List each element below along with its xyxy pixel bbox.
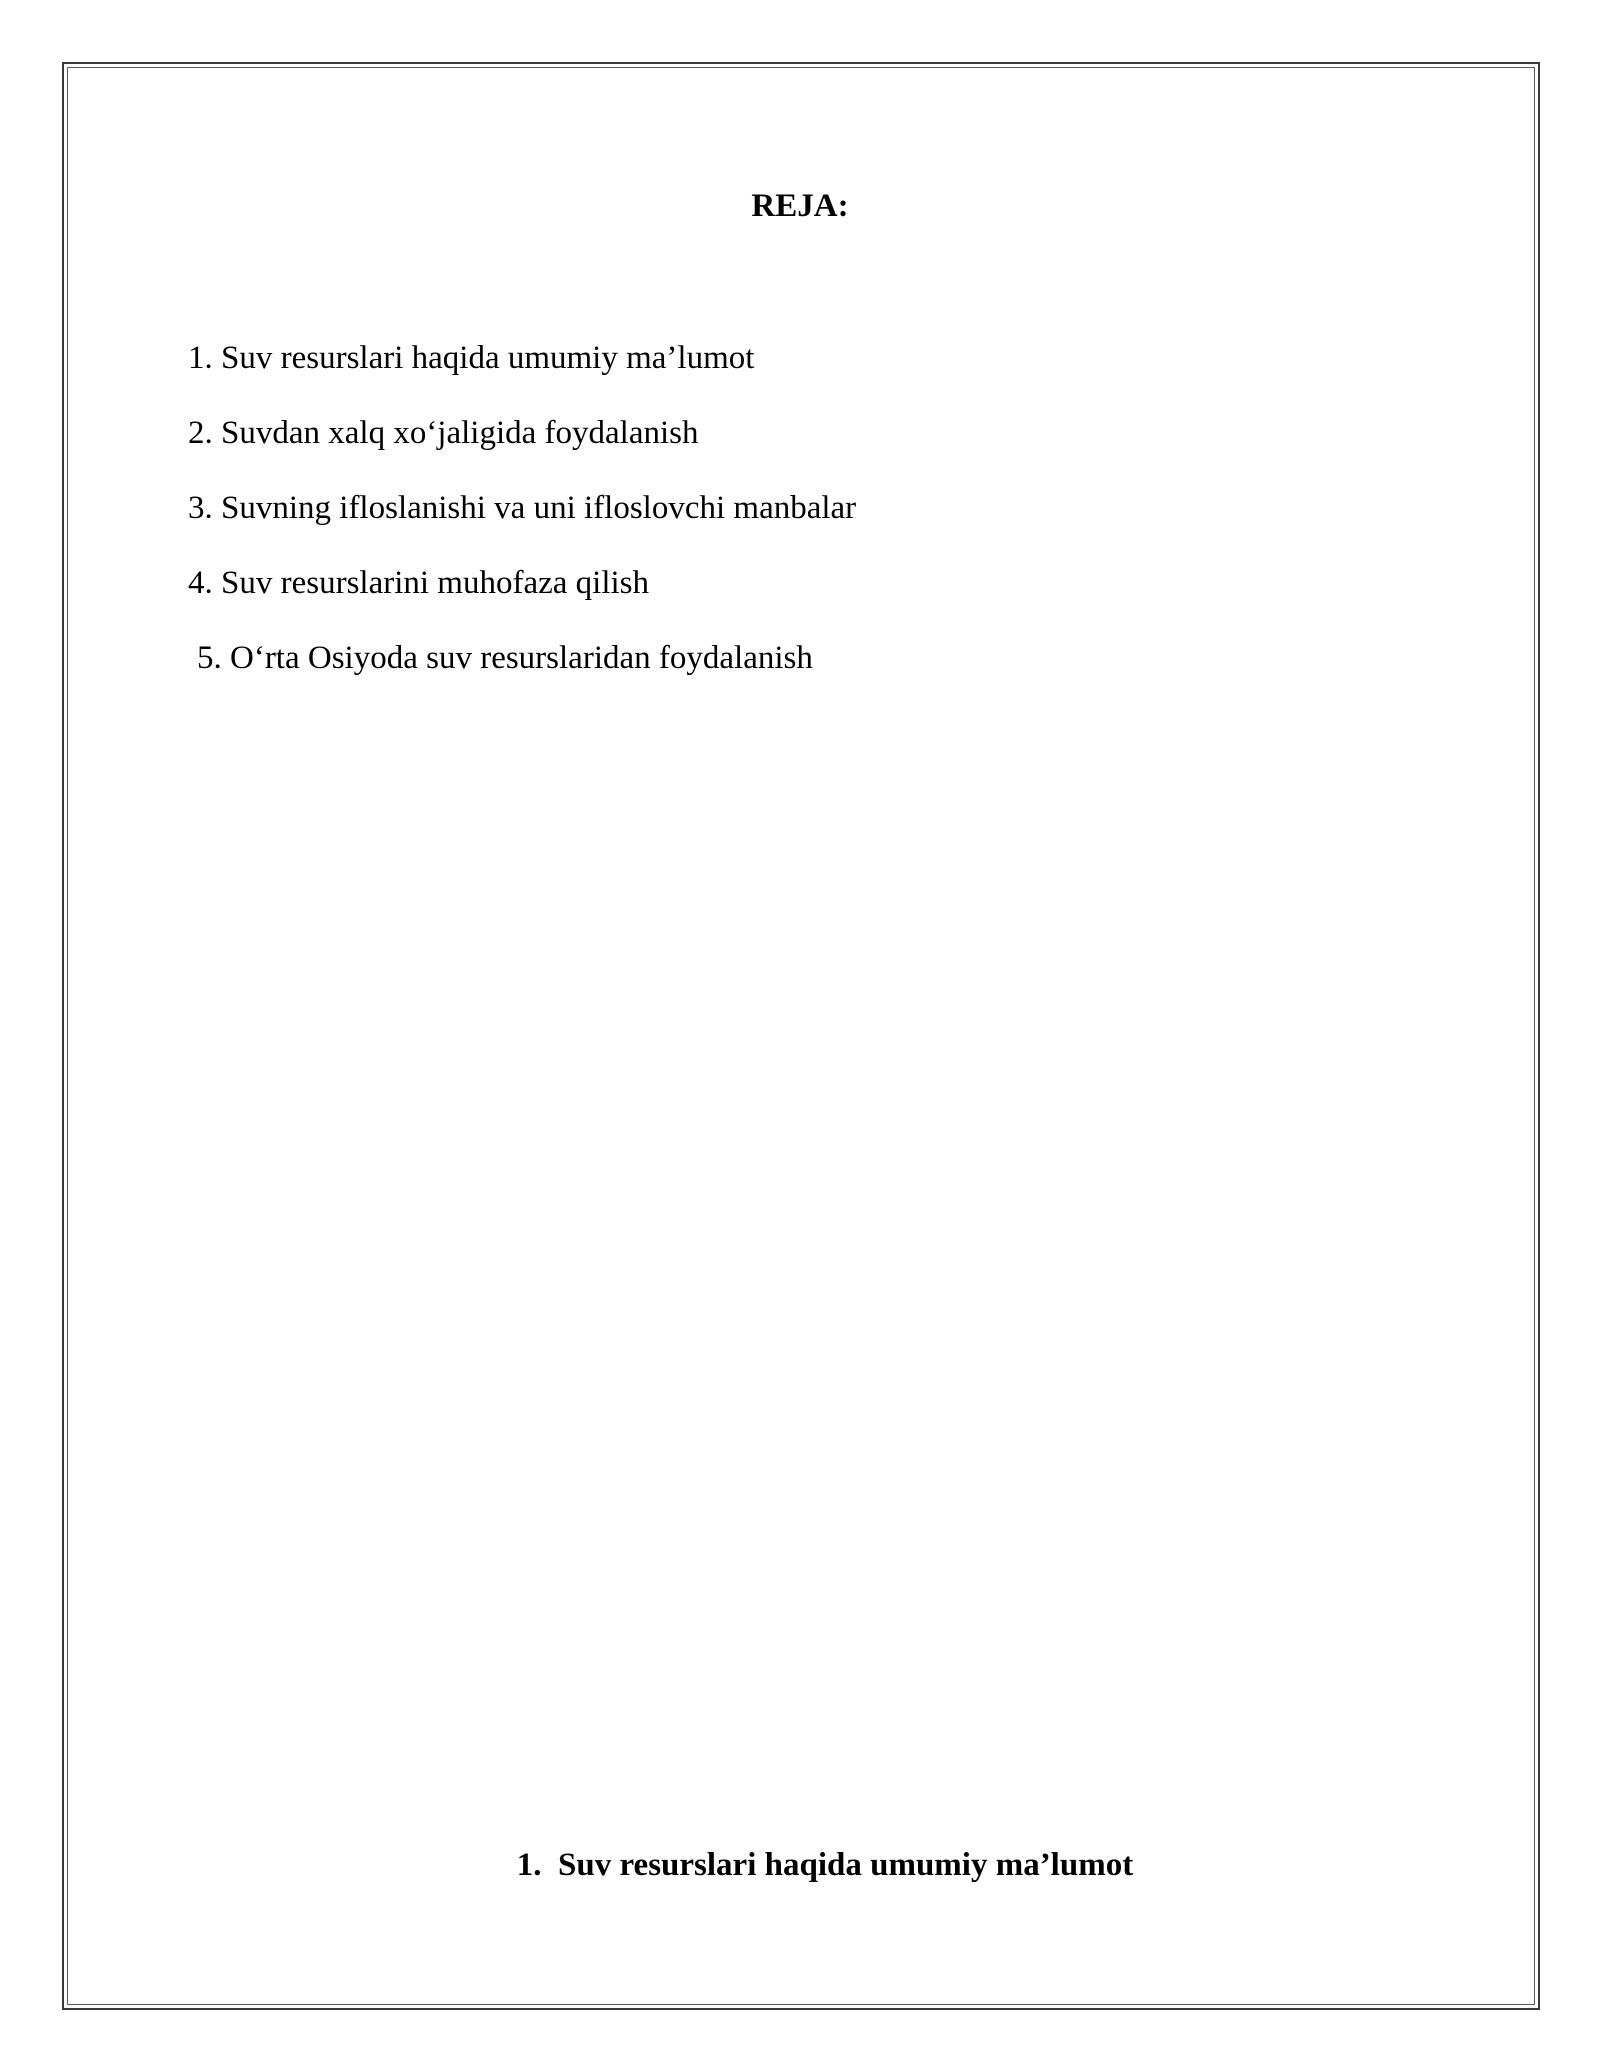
plan-list (188, 338, 856, 713)
section-heading: 1. Suv resurslari haqida umumiy ma’lumot (516, 1847, 1134, 1883)
plan-item-5: 5. O‘rta Osiyoda suv resurslaridan foydalanish (197, 640, 813, 676)
plan-title: REJA: (751, 188, 849, 224)
plan-item-2: 2. Suvdan xalq xo‘jaligida foydalanish (188, 415, 699, 451)
plan-item-3: 3. Suvning ifloslanishi va uni ifloslovchi manbalar (188, 490, 857, 526)
plan-item-4: 4. Suv resurslarini muhofaza qilish (188, 565, 650, 601)
plan-item-1: 1. Suv resurslari haqida umumiy ma’lumot (188, 340, 755, 376)
